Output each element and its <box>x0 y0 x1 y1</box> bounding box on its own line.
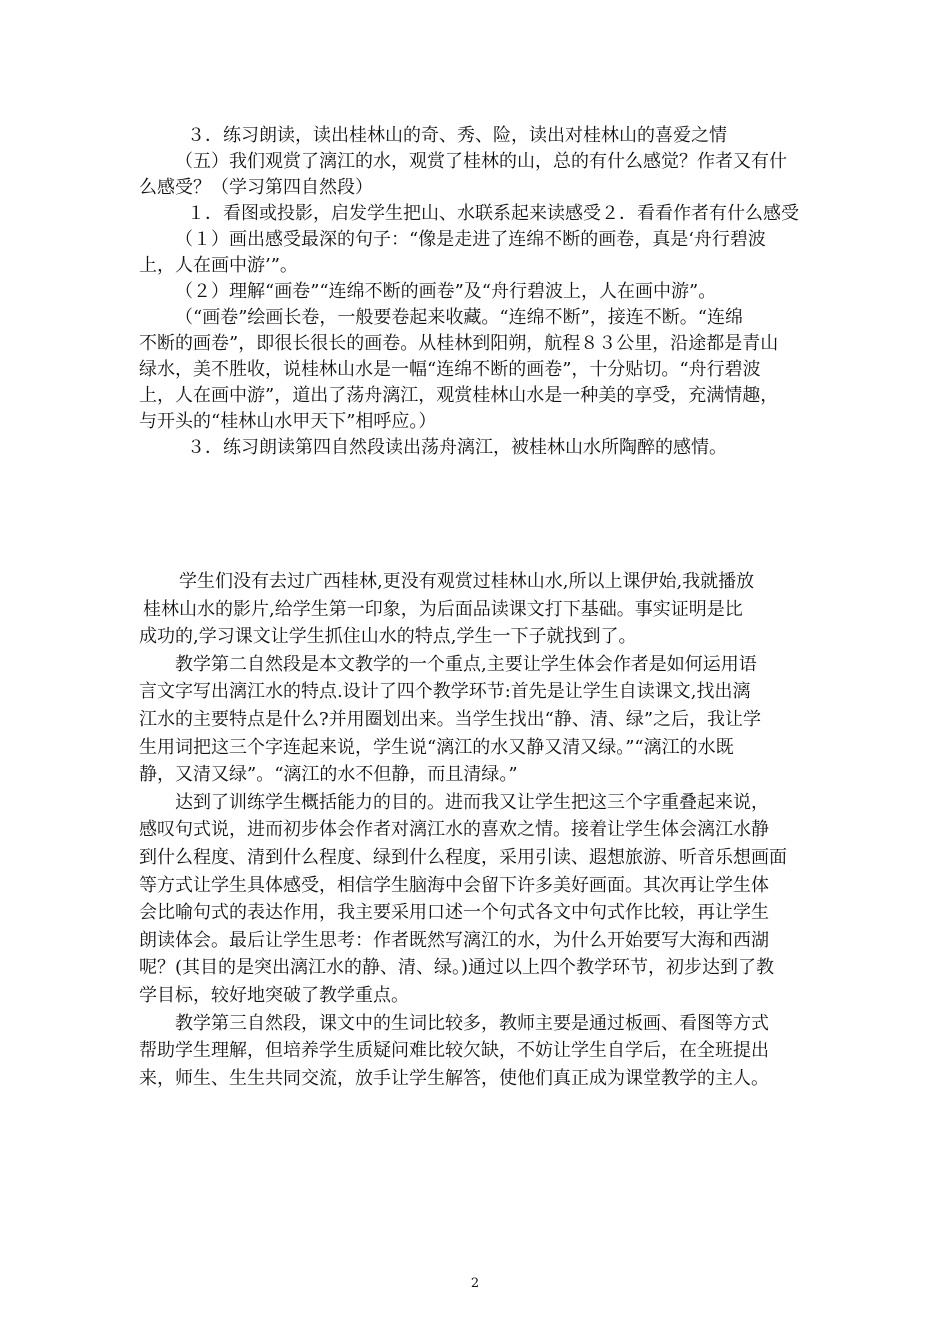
text-line: 么感受？（学习第四自然段） <box>139 177 373 198</box>
text-line: （“画卷”绘画长卷，一般要卷起来收藏。“连绵不断”，接连不断。“连绵 <box>175 307 744 328</box>
text-line: 桂林山水的影片,给学生第一印象，为后面品读课文打下基础。事实证明是比 <box>143 598 743 620</box>
text-line: （五）我们观赏了漓江的水，观赏了桂林的山，总的有什么感觉？作者又有什 <box>175 151 787 172</box>
text-line: （１）画出感受最深的句子：“像是走进了连绵不断的画卷，真是‘舟行碧波 <box>175 229 766 250</box>
text-line: 学目标，较好地突破了教学重点。 <box>139 984 409 1006</box>
text-line: 江水的主要特点是什么?并用圈划出来。当学生找出“静、清、绿”之后，我让学 <box>139 708 762 730</box>
text-line: 言文字写出漓江水的特点.设计了四个教学环节:首先是让学生自读课文,找出漓 <box>139 681 751 703</box>
text-line: 来，师生、生生共同交流，放手让学生解答，使他们真正成为课堂教学的主人。 <box>139 1067 769 1089</box>
text-line: 上，人在画中游’”。 <box>139 255 298 276</box>
text-line: 不断的画卷”，即很长很长的画卷。从桂林到阳朔，航程８３公里，沿途都是青山 <box>139 333 779 354</box>
text-line: 到什么程度、清到什么程度、绿到什么程度，采用引读、遐想旅游、听音乐想画面 <box>139 846 787 868</box>
text-line: 帮助学生理解，但培养学生质疑问难比较欠缺，不妨让学生自学后，在全班提出 <box>139 1040 769 1062</box>
text-line: ３．练习朗读，读出桂林山的奇、秀、险，读出对桂林山的喜爱之情 <box>187 125 727 146</box>
lesson-steps-section <box>139 123 811 461</box>
text-line: 教学第三自然段，课文中的生词比较多，教师主要是通过板画、看图等方式 <box>175 1012 769 1034</box>
text-line: 会比喻句式的表达作用，我主要采用口述一个句式各文中句式作比较，再让学生 <box>139 902 769 924</box>
text-line: ３．练习朗读第四自然段读出荡舟漓江，被桂林山水所陶醉的感情。 <box>187 437 727 458</box>
text-line: 教学第二自然段是本文教学的一个重点,主要让学生体会作者是如何运用语 <box>175 653 757 675</box>
text-line: 绿水，美不胜收，说桂林山水是一幅“连绵不断的画卷”，十分贴切。“舟行碧波 <box>139 359 761 380</box>
text-line: 感叹句式说，进而初步体会作者对漓江水的喜欢之情。接着让学生体会漓江水静 <box>139 819 769 841</box>
text-line: 生用词把这三个字连起来说，学生说“漓江的水又静又清又绿。”“漓江的水既 <box>139 736 734 758</box>
text-line: 等方式让学生具体感受，相信学生脑海中会留下许多美好画面。其次再让学生体 <box>139 874 769 896</box>
text-line: １．看图或投影，启发学生把山、水联系起来读感受２．看看作者有什么感受 <box>187 203 799 224</box>
text-line: 呢？(其目的是突出漓江水的静、清、绿。)通过以上四个教学环节，初步达到了教 <box>139 957 775 979</box>
text-line: 静，又清又绿”。“漓江的水不但静，而且清绿。” <box>139 764 518 786</box>
text-line: 与开头的“桂林山水甲天下”相呼应。） <box>139 411 437 432</box>
text-line: 学生们没有去过广西桂林,更没有观赏过桂林山水,所以上课伊始,我就播放 <box>179 571 755 592</box>
text-line: 达到了训练学生概括能力的目的。进而我又让学生把这三个字重叠起来说， <box>175 791 769 813</box>
text-line: （２）理解“画卷”“连绵不断的画卷”及“舟行碧波上，人在画中游”。 <box>175 281 717 302</box>
teaching-reflection-section <box>139 568 811 1092</box>
text-line: 成功的,学习课文让学生抓住山水的特点,学生一下子就找到了。 <box>139 626 637 648</box>
text-line: 上，人在画中游”，道出了荡舟漓江，观赏桂林山水是一种美的享受，充满情趣， <box>139 385 779 406</box>
page-number: 2 <box>470 1276 480 1291</box>
text-line: 朗读体会。最后让学生思考：作者既然写漓江的水，为什么开始要写大海和西湖 <box>139 929 769 951</box>
